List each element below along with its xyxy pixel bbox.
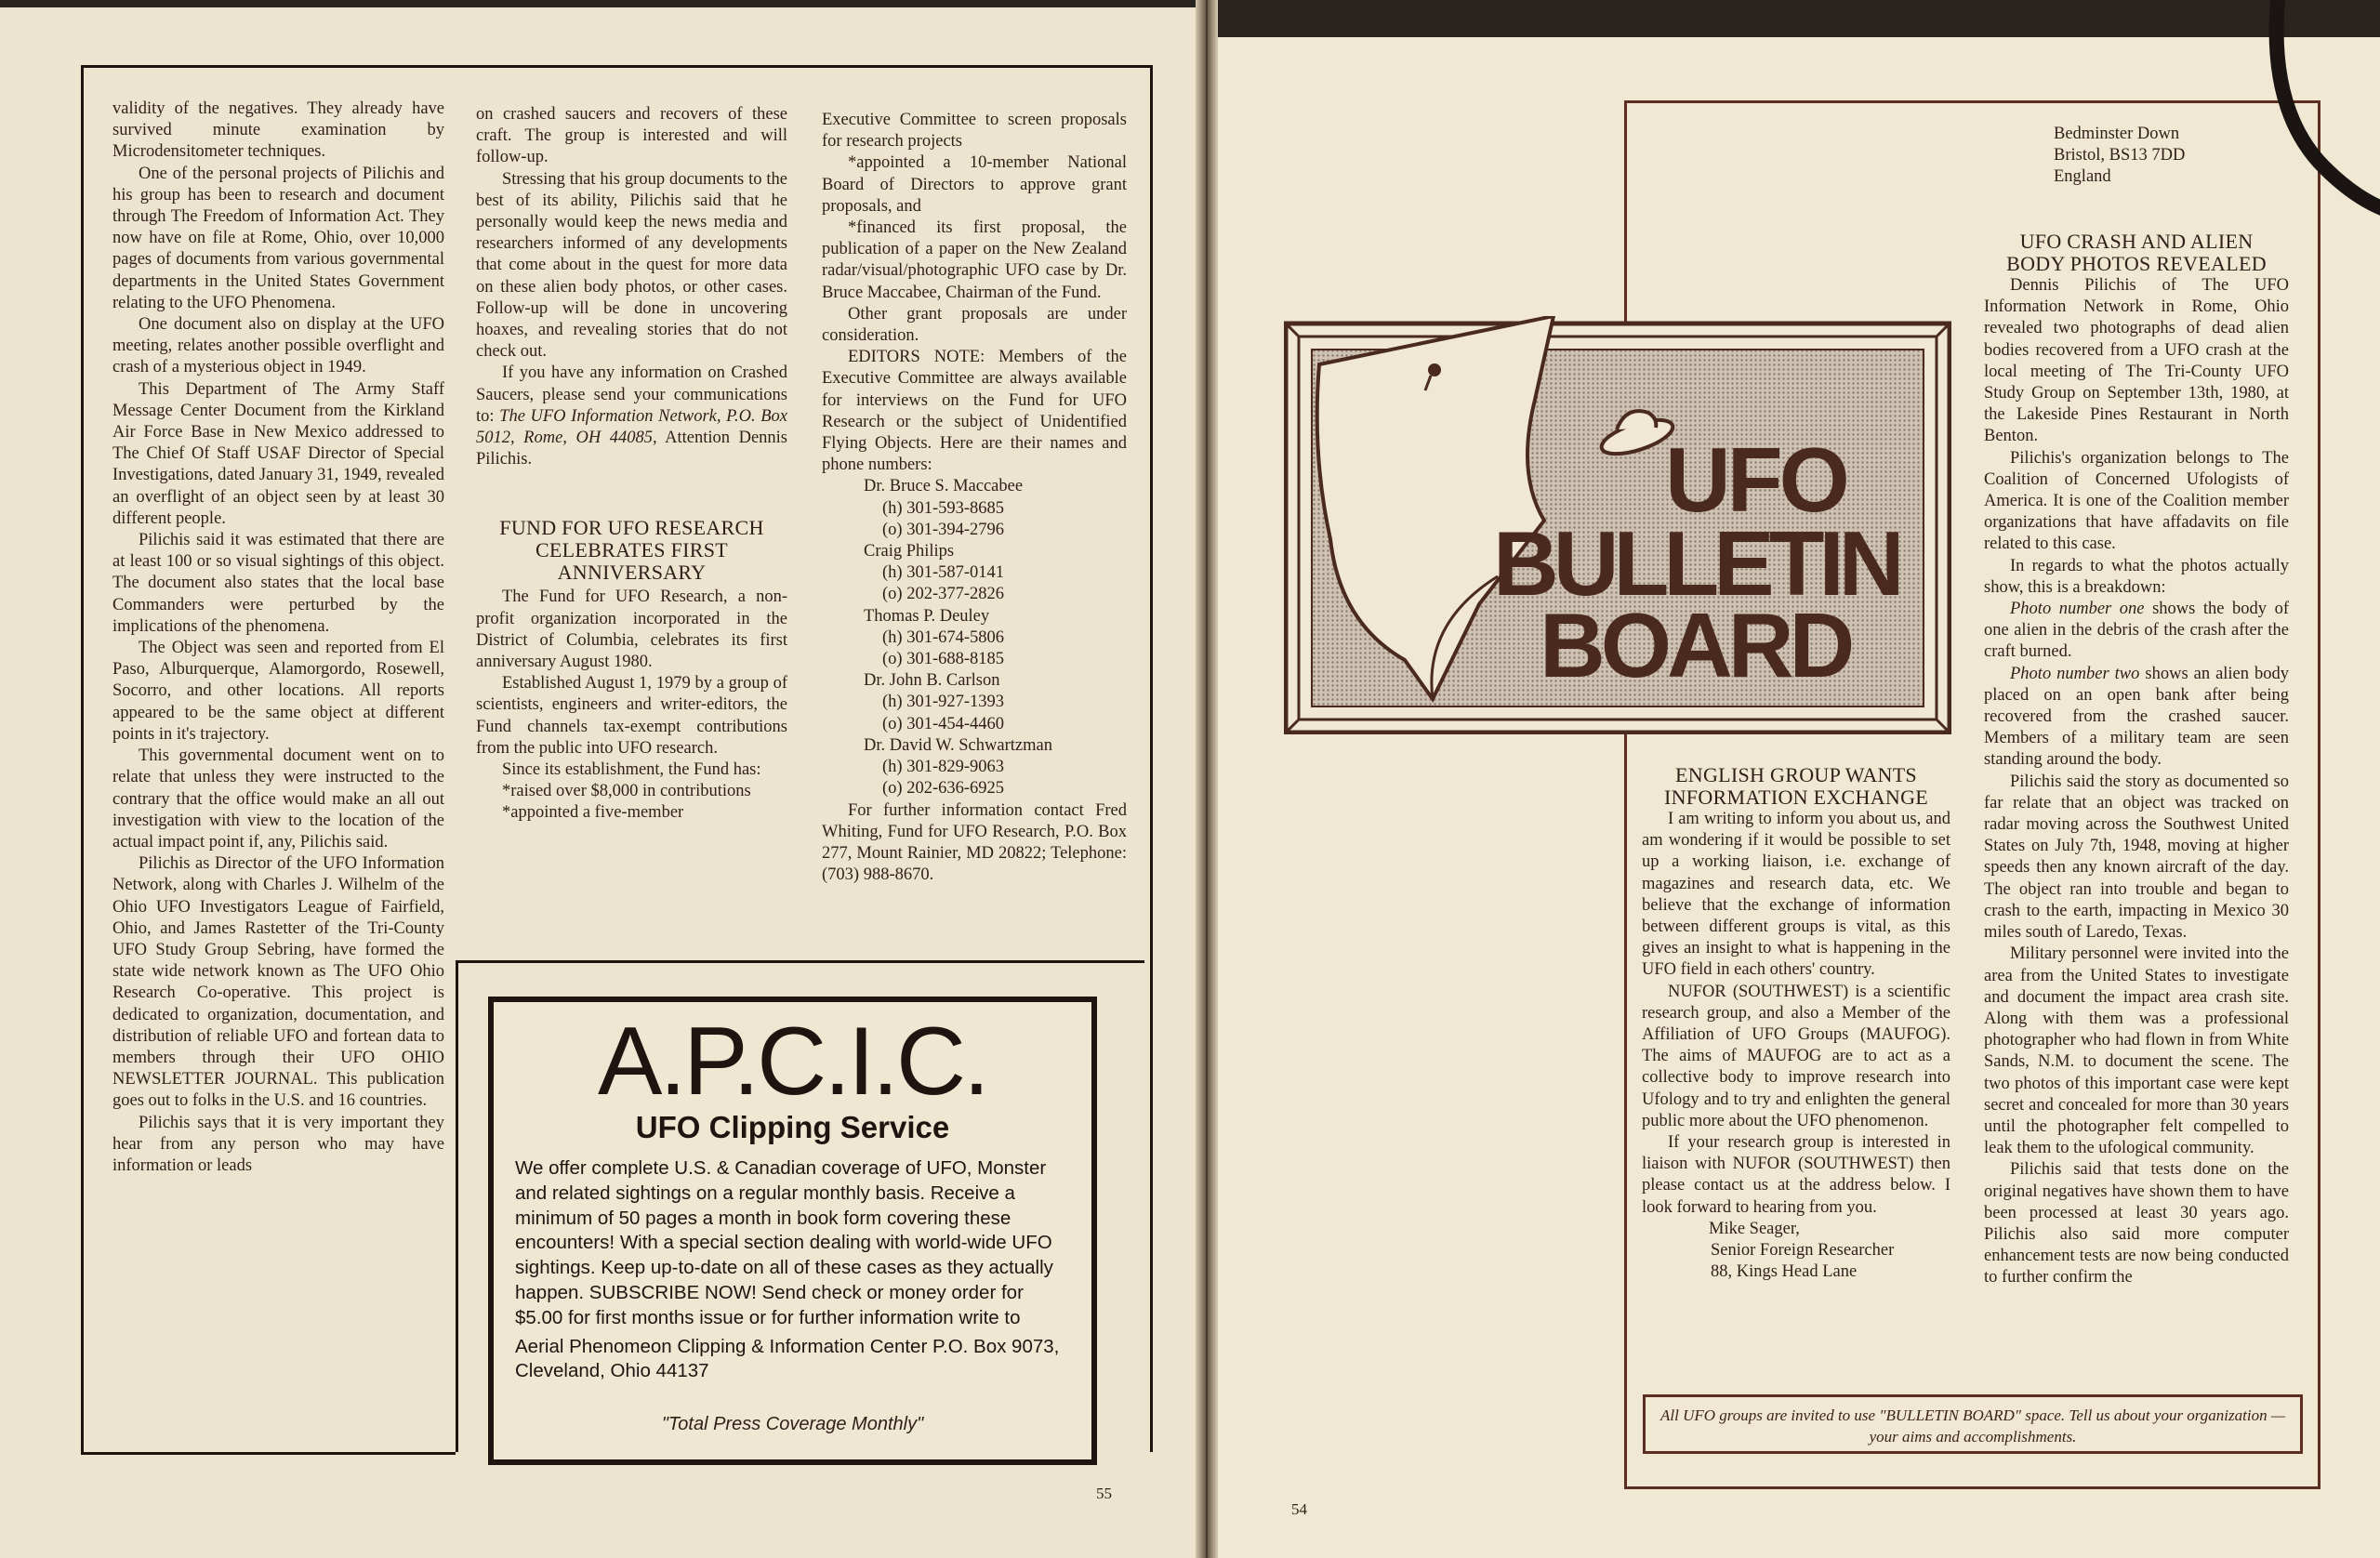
page-number-left: 55 <box>1096 1485 1112 1502</box>
contact-name: Dr. Bruce S. Maccabee <box>864 477 1024 496</box>
contact-phone: (o) 202-377-2826 <box>882 585 1005 604</box>
paragraph: on crashed saucers and recovers of these craft. The group is interested and will follow-up. <box>476 105 787 167</box>
paragraph: If your research group is interested in liaison with NUFOR (SOUTHWEST) then please contact us at the address below. I look forward to hearing from you. <box>1642 1133 1950 1217</box>
left-column-3 <box>822 110 1127 886</box>
paragraph: Stressing that his group documents to the best of its ability, Pilichis said that he personally would keep the news media and researchers informed of any developments that come about in the quest for more data on these alien body photos, or other cases. Follow-up will be done in uncovering hoaxes, and revealing stories that do not check out. <box>476 169 787 362</box>
right-column-crash <box>1984 231 2289 1289</box>
ad-body: We offer complete U.S. & Canadian coverage of UFO, Monster and related sightings on a regular monthly basis. Receive a minimum of 50 pages a month in book form covering these encounters! With a special section dealing with world-wide UFO sightings. Keep up-to-date on all of these cases as they actually happen. SUBSCRIBE NOW! Send check or money order for $5.00 for first months issue or for further information write to Aerial Phenomeon Clipping & Information Center P.O. Box 9073, Cleveland, Ohio 44137 <box>515 1157 1060 1382</box>
contact-name: Thomas P. Deuley <box>864 606 990 626</box>
contact-name: Dr. John B. Carlson <box>864 671 1000 691</box>
paragraph: In regards to what the photos actually show, this is a breakdown: <box>1984 556 2289 597</box>
paragraph: Pilichis as Director of the UFO Information Network, along with Charles J. Wilhelm of the Ohio UFO Investigators League of Fairfield, Ohio, and James Rastetter of the Tri-County UFO Study Group Sebring, have formed the state wide network known as The UFO Ohio Research Co-operative. This project is dedicated to organization, documentation, and distribution of reliable UFO and fortean data to members through their UFO OHIO NEWSLETTER JOURNAL. This publication goes out to folks in the U.S. and 16 countries. <box>112 854 444 1111</box>
right-column-english <box>1642 764 1950 1283</box>
address-block-top: Bedminster Down Bristol, BS13 7DD England <box>2054 125 2186 187</box>
ad-tagline: "Total Press Coverage Monthly" <box>661 1414 924 1434</box>
contact-phone: (o) 301-688-8185 <box>882 650 1005 669</box>
paragraph: Pilichis said it was estimated that there are at least 100 or so visual sightings of this object. The document also states that the local base Commanders were perturbed by the implications of the phenomena. <box>112 531 444 636</box>
pushpin-icon <box>1428 363 1441 376</box>
fund-heading: FUND FOR UFO RESEARCH CELEBRATES FIRST ANNIVERSARY <box>499 516 764 585</box>
contact-paragraph: If you have any information on Crashed Saucers, please send your communications to: The UFO Information Network, P.O. Box 5012, Rome, OH 44085, Attention Dennis Pilichis. <box>476 363 788 469</box>
contact-name: Dr. David W. Schwartzman <box>864 735 1052 755</box>
board-title-ufo: UFO <box>1665 429 1846 531</box>
paragraph: Since its establishment, the Fund has: <box>502 760 761 780</box>
contact-phone: (h) 301-829-9063 <box>882 758 1005 777</box>
paragraph: NUFOR (SOUTHWEST) is a scientific research group, and also a Member of the Affiliation of UFO Groups (MAUFOG). The aims of MAUFOG are to act as a collective body to improve research into Ufology and to try and enlighten the general public more about the UFO phenomenon. <box>1642 982 1950 1130</box>
paragraph: *raised over $8,000 in contributions <box>502 782 751 801</box>
paragraph: One of the personal projects of Pilichis and his group has been to research and document through The Freedom of Information Act. They now have on file at Rome, Ohio, over 10,000 pages of documents from various governmental departments in the United States Government relating to the UFO Phenomena. <box>112 164 444 312</box>
paragraph: The Object was seen and reported from El Paso, Alburquerque, Alamorgordo, Rosewell, Socorro, and other locations. All reports appeared to be the same object at different points in it's trajectory. <box>112 639 444 744</box>
contact-phone: (h) 301-674-5806 <box>882 627 1005 647</box>
ad-title: A.P.C.I.C. <box>598 1008 987 1116</box>
left-column-1 <box>112 99 444 1177</box>
contact-phone: (h) 301-593-8685 <box>882 498 1005 518</box>
signature: Mike Seager, Senior Foreign Researcher 88, Kings Head Lane <box>1709 1219 1895 1282</box>
crash-heading: UFO CRASH AND ALIEN BODY PHOTOS REVEALED <box>2006 230 2267 275</box>
paragraph: Pilichis's organization belongs to The Coalition of Concerned Ufologists of America. It is one of the Coalition member organizations that have affadavits on file related to this case. <box>1984 448 2289 554</box>
contact-phone: (o) 202-636-6925 <box>882 779 1005 799</box>
board-title-board: BOARD <box>1540 594 1851 696</box>
paragraph: Other grant proposals are under consideration. <box>822 304 1127 346</box>
paragraph: Pilichis said that tests done on the original negatives have shown them to have been processed at least 30 years ago. Pilichis also said more computer enhancement tests are now being conducted to further confirm the <box>1984 1160 2289 1287</box>
contact-phone: (o) 301-394-2796 <box>882 520 1005 539</box>
paragraph: Executive Committee to screen proposals for research projects <box>822 111 1127 152</box>
contact-info: For further information contact Fred Whiting, Fund for UFO Research, P.O. Box 277, Mount Rainier, MD 20822; Telephone: (703) 988-8670. <box>822 800 1127 885</box>
paragraph: *financed its first proposal, the publication of a paper on the New Zealand radar/visual/photographic UFO case by Dr. Bruce Maccabee, Chairman of the Fund. <box>822 218 1127 302</box>
contact-phone: (h) 301-927-1393 <box>882 693 1005 712</box>
photo-one: Photo number one shows the body of one alien in the debris of the crash after the craft burned. <box>1984 600 2289 662</box>
apcic-advertisement <box>488 997 1097 1465</box>
paragraph: Dennis Pilichis of The UFO Information Network in Rome, Ohio revealed two photographs of dead alien bodies recovered from a UFO crash at the local meeting of The Tri-County UFO Study Group on September 13th, 1980, at the Lakeside Pines Restaurant in North Benton. <box>1984 276 2289 446</box>
paragraph: I am writing to inform you about us, and am wondering if it would be possible to set up a working liaison, i.e. exchange of magazines and research data, etc. We believe that the exchange of information between different groups is vital, as this gives an insight to what is happening in the UFO field in each others' country. <box>1642 810 1950 980</box>
page-number-right: 54 <box>1291 1500 1307 1518</box>
ad-subtitle: UFO Clipping Service <box>635 1110 950 1144</box>
paragraph: Pilichis said the story as documented so far relate that an object was tracked on radar moving across the Southwest United States on July 7th, 1948, moving at higher speeds then any known aircraft of the day. The object ran into trouble and began to crash to the earth, impacting in Mexico 30 miles south of Laredo, Texas. <box>1984 772 2289 943</box>
paragraph: *appointed a five-member <box>502 803 684 823</box>
cable <box>2250 0 2380 242</box>
paragraph: The Fund for UFO Research, a non-profit organization incorporated in the District of Columbia, celebrates its first anniversary August 1980. <box>476 588 787 672</box>
book-spine <box>1196 0 1218 1558</box>
photo-two: Photo number two shows an alien body placed on an open bank after being recovered from the crashed saucer. Members of a military team are seen standing around the body. <box>1984 664 2289 770</box>
contact-phone: (h) 301-587-0141 <box>882 563 1005 583</box>
paragraph: EDITORS NOTE: Members of the Executive Committee are always available for interviews on the Fund for UFO Research or the subject of Unidentified Flying Objects. Here are their names and phone numbers: <box>822 348 1127 475</box>
contact-name: Craig Philips <box>864 542 955 561</box>
board-title-bulletin: BULLETIN <box>1493 512 1899 614</box>
contact-phone: (o) 301-454-4460 <box>882 714 1005 733</box>
left-column-2 <box>476 104 787 825</box>
paragraph: Military personnel were invited into the area from the United States to investigate and document the impact area crash site. Along with them was a professional photographer who had flown in from White Sands, N.M. to document the scene. The two photos of this important case were kept secret and concealed for more than 30 years until the photographer felt compelled to leak them to the ufological community. <box>1984 944 2289 1158</box>
english-heading: ENGLISH GROUP WANTS INFORMATION EXCHANGE <box>1663 763 1929 809</box>
paragraph: Pilichis says that it is very important they hear from any person who may have information or leads <box>112 1113 444 1175</box>
paragraph: validity of the negatives. They already have survived minute examination by Microdensitometer techniques. <box>112 99 444 162</box>
bulletin-board-invite: All UFO groups are invited to use "BULLETIN BOARD" space. Tell us about your organization — your aims and accomplishments. <box>1643 1394 2303 1454</box>
paragraph: Established August 1, 1979 by a group of scientists, engineers and writer-editors, the Fund channels tax-exempt contributions from the public into UFO research. <box>476 674 787 758</box>
paragraph: This governmental document went on to relate that unless they were instructed to the contrary that the office would make an all out investigation with view to the location of the actual impact point if, any, Pilichis said. <box>112 746 444 852</box>
paragraph: *appointed a 10-member National Board of Directors to approve grant proposals, and <box>822 153 1127 216</box>
paragraph: One document also on display at the UFO meeting, relates another possible overflight and crash of a mysterious object in 1949. <box>112 315 444 377</box>
paragraph: This Department of The Army Staff Message Center Document from the Kirkland Air Force Base in New Mexico addressed to The Chief Of Staff USAF Director of Special Investigations, dated January 31, 1949, revealed an overflight of an object seen by at least 30 different people. <box>112 379 444 528</box>
bulletin-board-graphic <box>1284 316 1951 734</box>
